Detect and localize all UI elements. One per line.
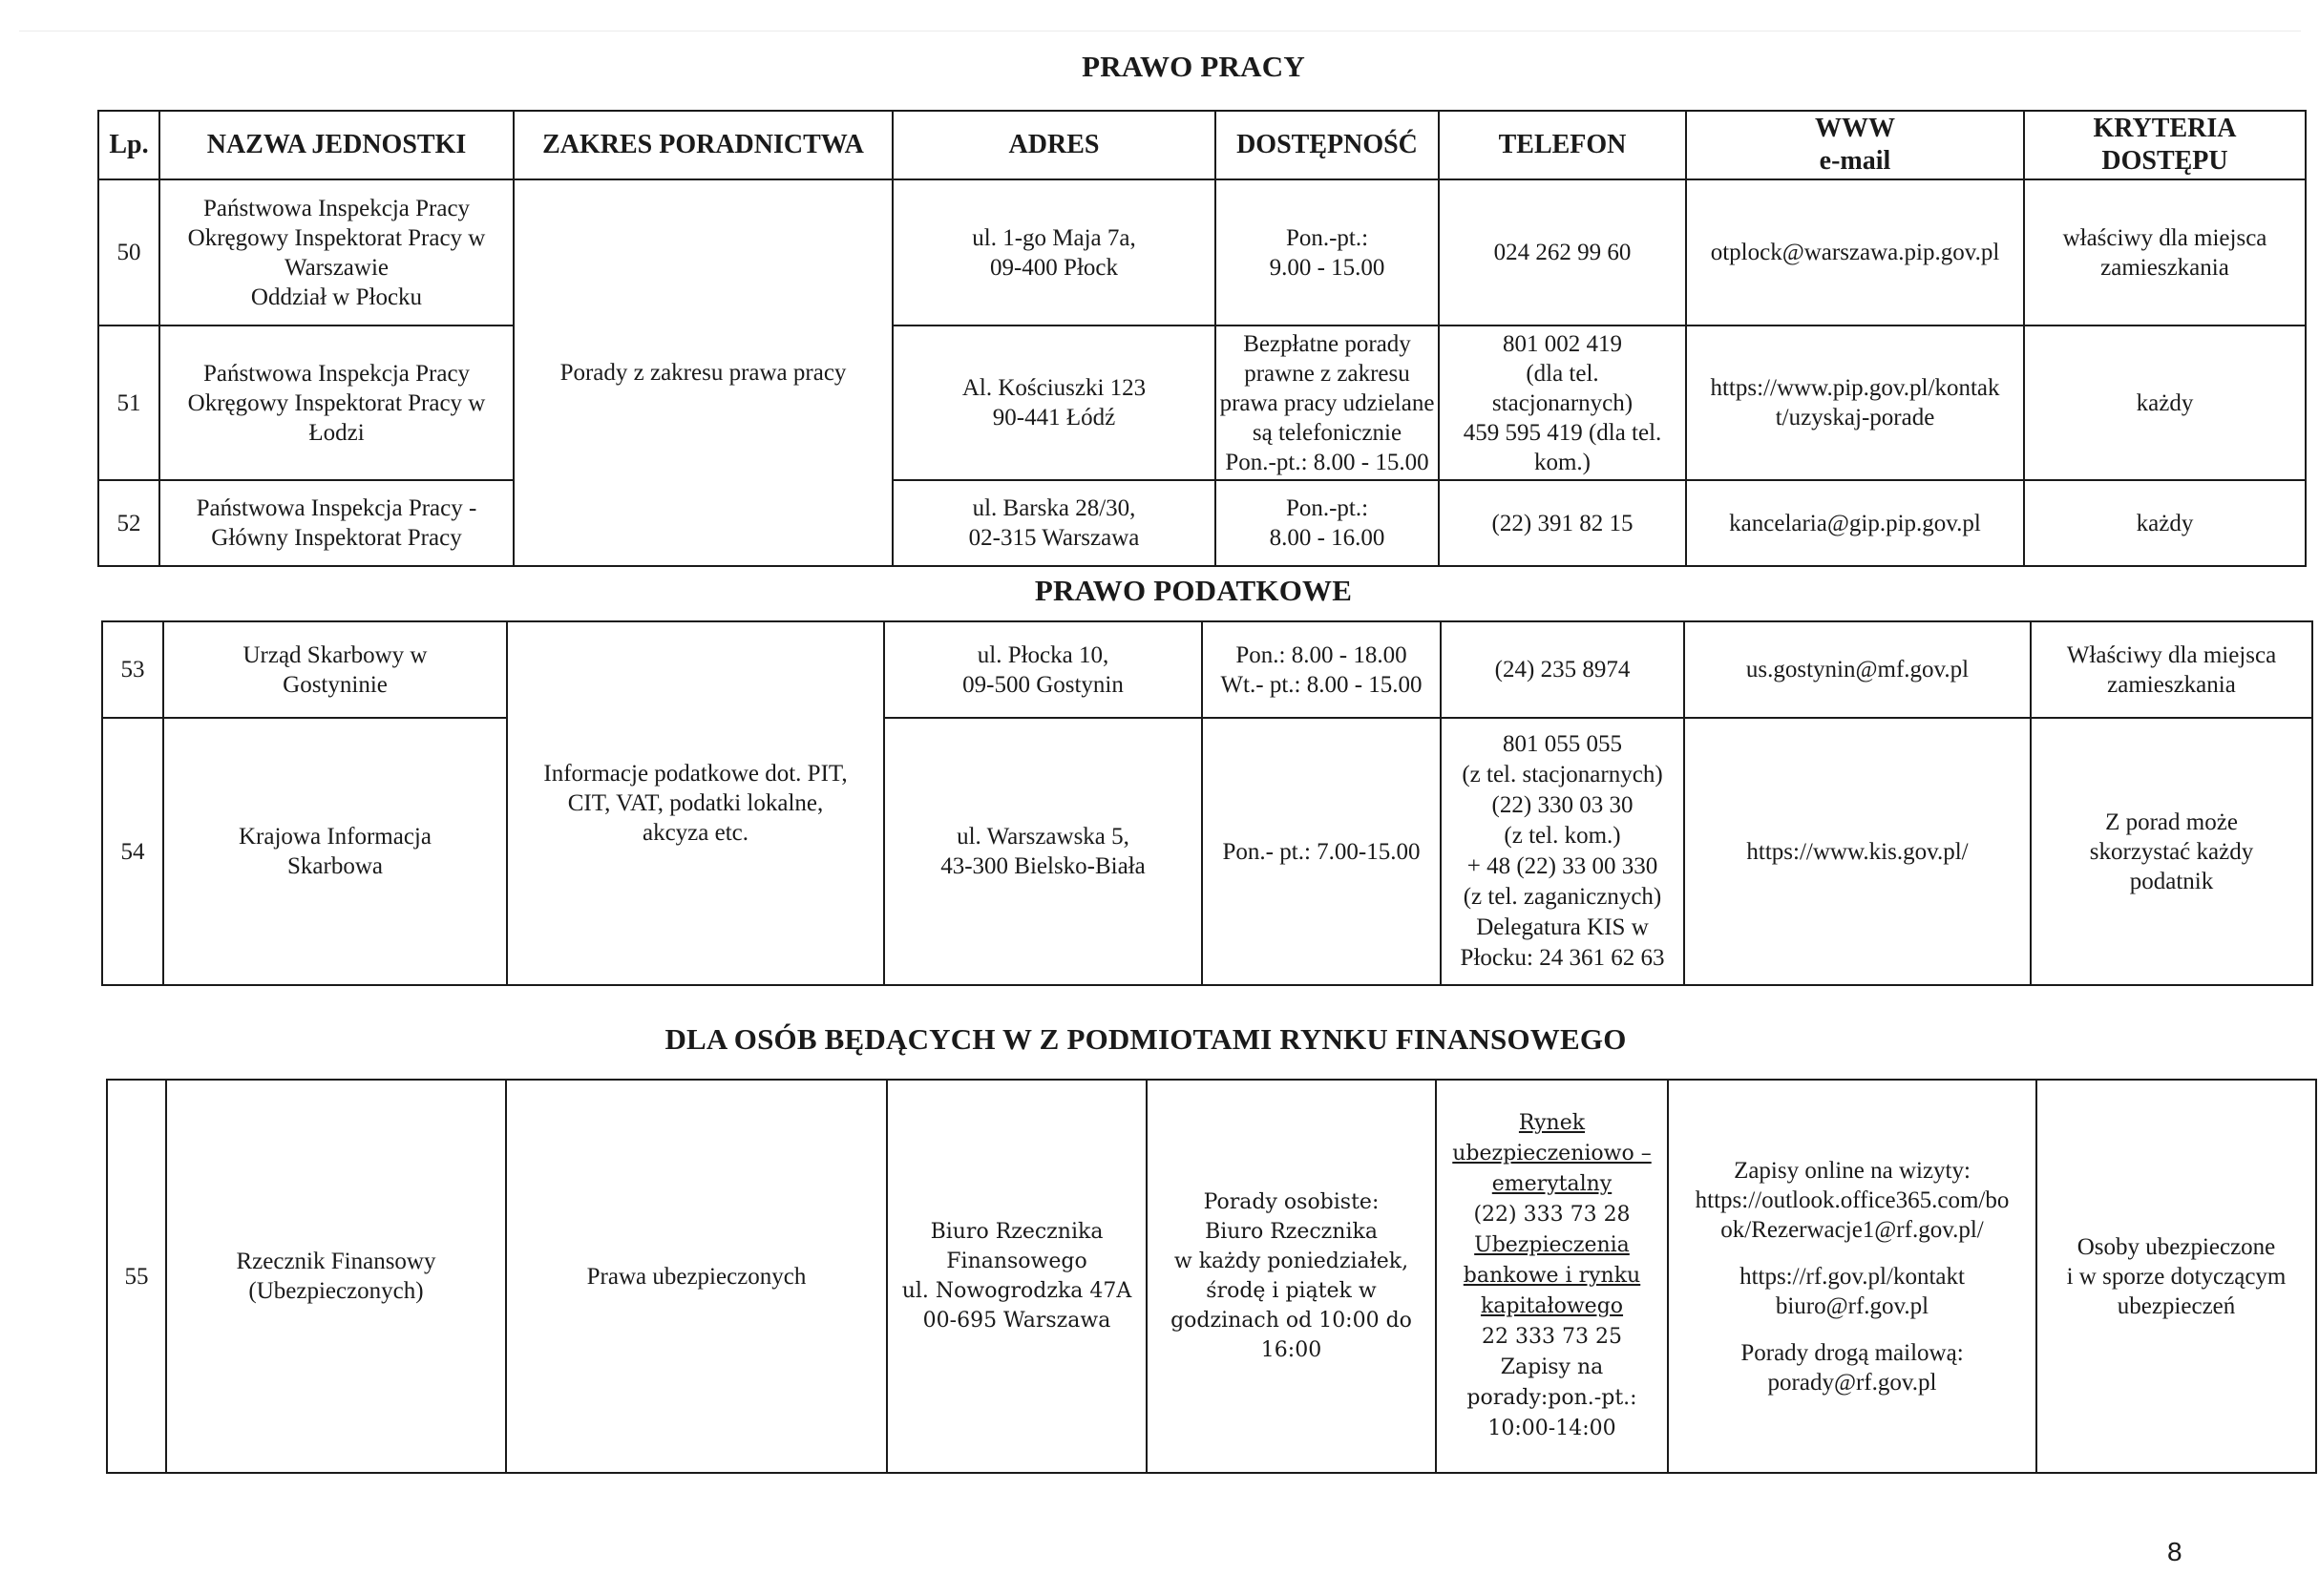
text-line: (22) 330 03 30 [1491, 792, 1634, 818]
cell-lp: 50 [98, 179, 159, 326]
header-scope: ZAKRES PORADNICTWA [514, 111, 893, 179]
text-line: Okręgowy Inspektorat Pracy w [187, 224, 486, 251]
text-line: godzinach od 10:00 do [1170, 1309, 1412, 1333]
text-line: (22) 391 82 15 [1491, 510, 1634, 536]
cell-address [893, 326, 1215, 480]
cell-address [884, 718, 1202, 985]
text-line: Z porad może [2105, 808, 2238, 835]
text-line: każdy [2136, 389, 2194, 416]
text-line: Wt.- pt.: 8.00 - 15.00 [1220, 671, 1423, 698]
header-availability: DOSTĘPNOŚĆ [1215, 111, 1439, 179]
header-address: ADRES [893, 111, 1215, 179]
text-line: Biuro Rzecznika [1205, 1220, 1378, 1244]
cell-lp: 52 [98, 480, 159, 566]
text-line: Państwowa Inspekcja Pracy - [196, 495, 477, 521]
cell-name [159, 179, 514, 326]
text-line: i w sporze dotyczącym [2066, 1263, 2287, 1290]
text-line: bankowe i rynku [1463, 1264, 1641, 1288]
cell-criteria [2031, 718, 2312, 985]
header-criteria-line: DOSTĘPU [2101, 146, 2228, 176]
table-header-row [98, 111, 2306, 179]
text-line: ul. Warszawska 5, [957, 824, 1129, 850]
text-line: zamieszkania [2100, 254, 2229, 281]
cell-availability [1215, 179, 1439, 326]
text-line: 02-315 Warszawa [968, 525, 1140, 551]
labor-law-table [97, 110, 2307, 567]
text-line: emerytalny [1491, 1172, 1613, 1196]
text-line: Pon.-pt.: 8.00 - 15.00 [1225, 449, 1429, 475]
text-line: (z tel. kom.) [1504, 823, 1621, 849]
cell-availability [1202, 718, 1441, 985]
text-line: porady@rf.gov.pl [1767, 1369, 1937, 1396]
text-line: Delegatura KIS w [1476, 914, 1649, 940]
cell-name [163, 621, 507, 718]
text-line: ubezpieczeniowo – [1452, 1142, 1652, 1166]
text-line: Pon.- pt.: 7.00-15.00 [1222, 838, 1421, 865]
cell-www[interactable] [1684, 718, 2031, 985]
text-line: prawa pracy udzielane [1219, 389, 1435, 416]
text-line: podatnik [2129, 868, 2214, 894]
text-line: Informacje podatkowe dot. PIT, [543, 761, 848, 787]
text-line: https://outlook.office365.com/bo [1695, 1186, 2010, 1213]
cell-criteria [2024, 480, 2306, 566]
text-line: Pon.: 8.00 - 18.00 [1235, 641, 1407, 668]
text-line: us.gostynin@mf.gov.pl [1745, 657, 1970, 682]
text-line: Finansowego [946, 1250, 1087, 1273]
cell-criteria [2024, 179, 2306, 326]
phone-number-insurance[interactable]: (22) 333 73 28 [1473, 1203, 1631, 1227]
text-line: Płocku: 24 361 62 63 [1460, 945, 1665, 971]
www-contact-link[interactable] [1671, 1262, 2034, 1321]
text-line: 8.00 - 16.00 [1269, 525, 1385, 551]
text-line: porady:pon.-pt.: [1466, 1386, 1637, 1410]
text-line: Biuro Rzecznika [930, 1220, 1104, 1244]
spacer [1671, 1245, 2034, 1262]
text-line: 90-441 Łódź [992, 405, 1116, 430]
text-line: Warszawie [284, 254, 390, 281]
cell-www[interactable] [1686, 480, 2024, 566]
text-line: 09-500 Gostynin [962, 671, 1124, 698]
scan-artifact-line [19, 31, 2301, 32]
text-line: Rynek [1518, 1111, 1586, 1135]
header-www-line: WWW [1815, 114, 1895, 143]
text-line: skorzystać każdy [2089, 838, 2254, 865]
financial-market-table [106, 1079, 2317, 1474]
cell-criteria [2036, 1080, 2316, 1473]
text-line: Al. Kościuszki 123 [961, 375, 1147, 401]
text-line: 43-300 Bielsko-Biała [940, 853, 1146, 879]
text-line: środę i piątek w [1206, 1279, 1377, 1303]
text-line: Porady osobiste: [1203, 1190, 1380, 1214]
text-line: 9.00 - 15.00 [1269, 254, 1385, 281]
header-criteria [2024, 111, 2306, 179]
cell-name [159, 480, 514, 566]
cell-scope [507, 621, 884, 985]
cell-availability [1202, 621, 1441, 718]
cell-address [884, 621, 1202, 718]
text-line: właściwy dla miejsca [2062, 224, 2267, 251]
text-line: Pon.-pt.: [1285, 224, 1369, 251]
tax-law-table [101, 620, 2313, 986]
cell-name [166, 1080, 506, 1473]
text-line: https://rf.gov.pl/kontakt [1739, 1263, 1965, 1290]
cell-www [1668, 1080, 2036, 1473]
cell-phone [1439, 480, 1686, 566]
text-line: prawne z zakresu [1244, 360, 1410, 387]
text-line: 10:00-14:00 [1487, 1417, 1616, 1440]
text-line: ok/Rezerwacje1@rf.gov.pl/ [1720, 1216, 1984, 1243]
table-row [98, 326, 2306, 480]
cell-criteria [2024, 326, 2306, 480]
text-line: Pon.-pt.: [1285, 495, 1369, 521]
text-line: Porady drogą mailową: [1740, 1339, 1964, 1366]
text-line: ul. Barska 28/30, [972, 495, 1136, 521]
text-line: (dla tel. [1526, 360, 1599, 387]
cell-phone [1441, 621, 1684, 718]
table-row [98, 480, 2306, 566]
text-line: w każdy poniedziałek, [1173, 1250, 1409, 1273]
cell-address [887, 1080, 1147, 1473]
phone-heading-banking-capital [1439, 1230, 1665, 1322]
cell-lp: 54 [102, 718, 163, 985]
text-line: są telefonicznie [1252, 419, 1402, 446]
phone-number-banking[interactable]: 22 333 73 25 [1482, 1325, 1622, 1349]
header-lp: Lp. [98, 111, 159, 179]
text-line: Zapisy na [1500, 1355, 1604, 1379]
text-line: Okręgowy Inspektorat Pracy w [187, 389, 486, 416]
text-line: (z tel. zaganicznych) [1463, 884, 1662, 910]
text-line: stacjonarnych) [1491, 389, 1634, 416]
table-row [98, 179, 2306, 326]
text-line: 801 055 055 [1503, 731, 1622, 757]
spacer [1671, 1321, 2034, 1338]
text-line: 459 595 419 (dla tel. [1463, 419, 1662, 446]
text-line: Państwowa Inspekcja Pracy [202, 195, 471, 221]
text-line: Zapisy online na wizyty: [1734, 1157, 1971, 1184]
text-line: zamieszkania [2107, 671, 2236, 698]
page-number: 8 [2167, 1537, 2182, 1566]
text-line: https://www.pip.gov.pl/kontak [1710, 375, 2000, 401]
text-line: (Ubezpieczonych) [248, 1278, 424, 1304]
header-email-line: e-mail [1819, 146, 1891, 176]
phone-heading-insurance-pension [1439, 1108, 1665, 1200]
section-title-labor-law: PRAWO PRACY [1082, 50, 1305, 83]
cell-www[interactable] [1686, 179, 2024, 326]
text-line: 00-695 Warszawa [922, 1309, 1111, 1333]
cell-availability [1147, 1080, 1436, 1473]
text-line: otplock@warszawa.pip.gov.pl [1710, 240, 2000, 265]
text-line: 09-400 Płock [989, 254, 1119, 281]
cell-availability [1215, 480, 1439, 566]
cell-www[interactable] [1686, 326, 2024, 480]
section-title-financial-market: DLA OSÓB BĘDĄCYCH W Z PODMIOTAMI RYNKU FINANSOWEGO [664, 1022, 1627, 1056]
text-line: Gostyninie [283, 671, 388, 698]
cell-scope: Porady z zakresu prawa pracy [514, 179, 893, 566]
text-line: ul. 1-go Maja 7a, [972, 224, 1136, 251]
text-line: Skarbowa [287, 853, 383, 879]
text-line: t/uzyskaj-porade [1775, 405, 1935, 430]
text-line: + 48 (22) 33 00 330 [1466, 853, 1658, 879]
text-line: Łodzi [308, 419, 365, 446]
cell-lp: 55 [107, 1080, 166, 1473]
text-line: ubezpieczeń [2117, 1292, 2236, 1319]
header-www [1686, 111, 2024, 179]
text-line: (z tel. stacjonarnych) [1462, 762, 1663, 788]
table-row [102, 718, 2312, 985]
cell-www[interactable] [1684, 621, 2031, 718]
text-line: kancelaria@gip.pip.gov.pl [1729, 510, 1981, 536]
table-row [107, 1080, 2316, 1473]
text-line: (24) 235 8974 [1494, 657, 1631, 682]
text-line: Osoby ubezpieczone [2077, 1233, 2276, 1260]
cell-phone [1436, 1080, 1668, 1473]
text-line: https://www.kis.gov.pl/ [1746, 838, 1969, 865]
cell-phone [1439, 326, 1686, 480]
cell-address [893, 480, 1215, 566]
text-line: ul. Płocka 10, [977, 641, 1109, 668]
text-line: kom.) [1533, 449, 1592, 475]
text-line: Bezpłatne porady [1243, 330, 1411, 357]
cell-scope: Prawa ubezpieczonych [506, 1080, 887, 1473]
section-title-tax-law: PRAWO PODATKOWE [1034, 574, 1353, 607]
cell-lp: 51 [98, 326, 159, 480]
text-line: 024 262 99 60 [1493, 240, 1632, 265]
text-line: 16:00 [1260, 1338, 1322, 1362]
text-line: 801 002 419 [1503, 330, 1622, 357]
cell-lp: 53 [102, 621, 163, 718]
header-phone: TELEFON [1439, 111, 1686, 179]
www-email-advice[interactable] [1671, 1338, 2034, 1397]
text-line: Państwowa Inspekcja Pracy [202, 360, 471, 387]
cell-name [163, 718, 507, 985]
text-line: akcyza etc. [642, 820, 749, 846]
cell-availability [1215, 326, 1439, 480]
cell-name [159, 326, 514, 480]
cell-phone [1441, 718, 1684, 985]
text-line: Główny Inspektorat Pracy [211, 525, 462, 551]
text-line: każdy [2136, 510, 2194, 536]
text-line: CIT, VAT, podatki lokalne, [567, 790, 824, 816]
cell-phone [1439, 179, 1686, 326]
text-line: Ubezpieczenia [1474, 1233, 1630, 1257]
text-line: Krajowa Informacja [239, 824, 432, 850]
text-line: Oddział w Płocku [250, 284, 423, 310]
phone-note-hours [1439, 1353, 1665, 1444]
cell-criteria [2031, 621, 2312, 718]
www-booking-link[interactable] [1671, 1156, 2034, 1245]
table-row [102, 621, 2312, 718]
text-line: kapitałowego [1480, 1294, 1624, 1318]
text-line: Rzecznik Finansowy [236, 1249, 436, 1274]
cell-address [893, 179, 1215, 326]
text-line: Właściwy dla miejsca [2066, 641, 2277, 668]
header-criteria-line: KRYTERIA [2093, 114, 2237, 143]
header-name: NAZWA JEDNOSTKI [159, 111, 514, 179]
text-line: Urząd Skarbowy w [242, 641, 428, 668]
text-line: biuro@rf.gov.pl [1775, 1292, 1929, 1319]
text-line: ul. Nowogrodzka 47A [901, 1279, 1132, 1303]
